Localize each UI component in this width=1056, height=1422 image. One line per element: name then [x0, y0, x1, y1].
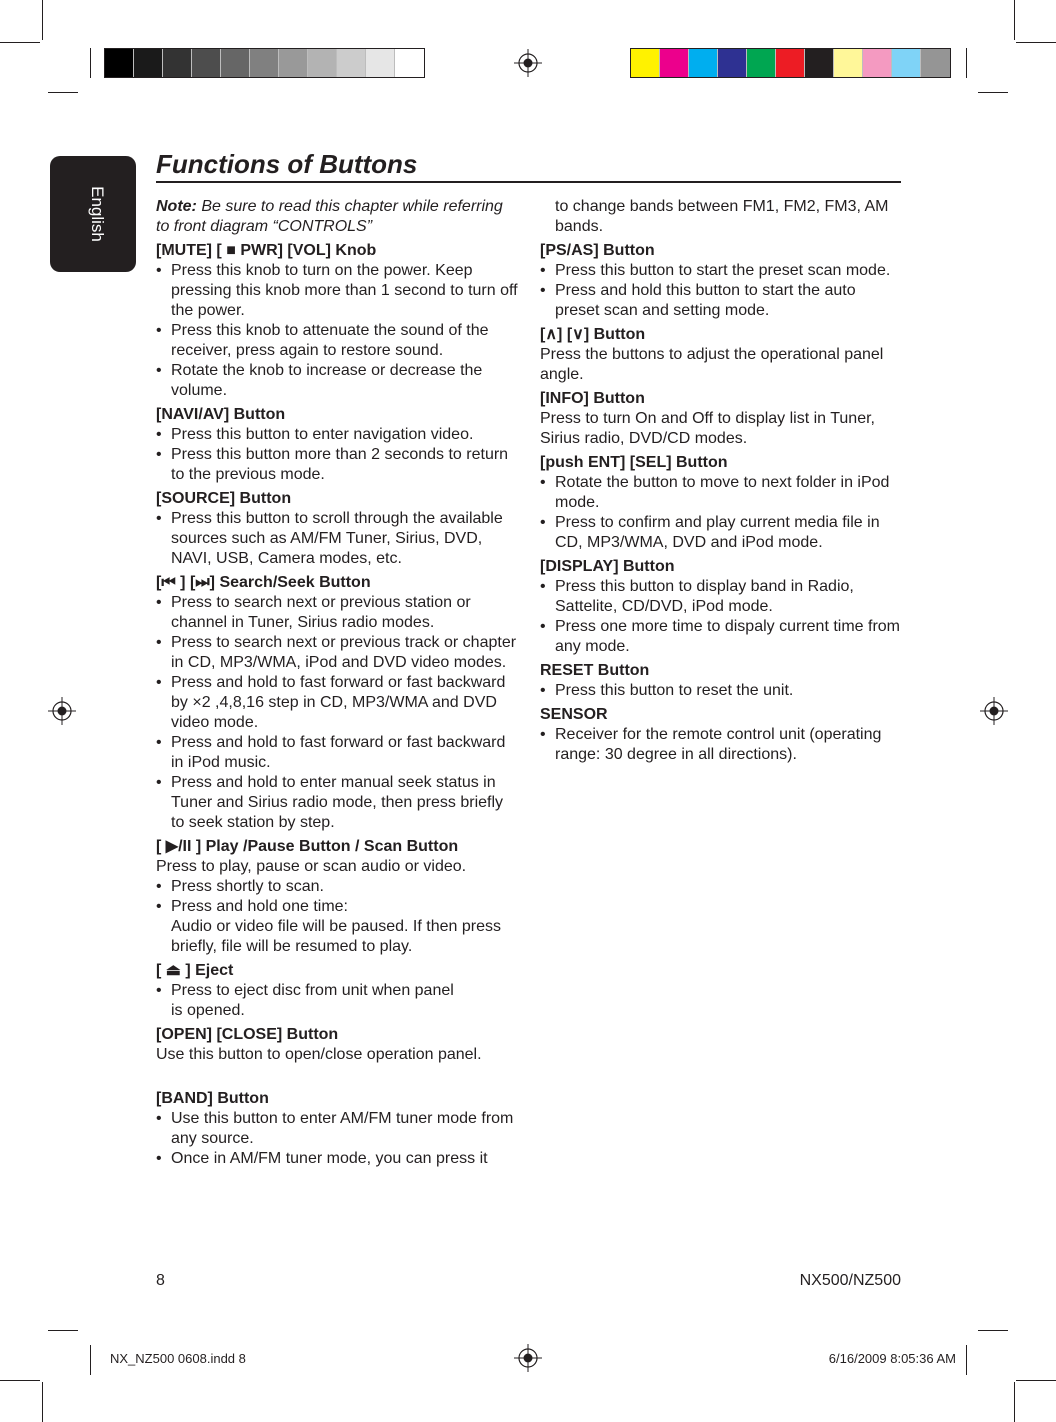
- color-swatch: [834, 49, 863, 77]
- bullet-item: • Press this button to enter navigation video.: [156, 425, 518, 445]
- left-column: [156, 197, 518, 1169]
- color-swatch: [163, 49, 192, 77]
- color-swatch: [221, 49, 250, 77]
- crop-mark: [42, 0, 43, 40]
- language-tab-label: English: [88, 186, 107, 242]
- section-heading: [OPEN] [CLOSE] Button: [156, 1026, 339, 1043]
- paragraph: Press to turn On and Off to display list in Tuner, Sirius radio, DVD/CD modes.: [540, 410, 875, 447]
- crop-mark: [42, 1382, 43, 1422]
- bullet-continuation: is opened.: [171, 1002, 245, 1019]
- section-heading: [ ⏏ ] Eject: [156, 962, 234, 979]
- color-swatch: [718, 49, 747, 77]
- crop-mark: [48, 92, 78, 93]
- crop-mark: [978, 1330, 1008, 1331]
- slug-filename: NX_NZ500 0608.indd 8: [110, 1351, 246, 1366]
- color-swatch: [366, 49, 395, 77]
- crop-mark: [1014, 0, 1015, 40]
- color-bar: [630, 48, 951, 78]
- registration-mark-icon: [514, 1344, 542, 1372]
- registration-mark-icon: [980, 697, 1008, 725]
- bullet-item: • Press to confirm and play current media file in CD, MP3/WMA, DVD and iPod mode.: [540, 513, 902, 553]
- bullet-item: • Press to search next or previous track or chapter in CD, MP3/WMA, iPod and DVD video modes.: [156, 633, 518, 673]
- crop-mark: [1014, 1382, 1015, 1422]
- bullet-item: • Press shortly to scan.: [156, 877, 518, 897]
- section-heading: SENSOR: [540, 706, 608, 723]
- color-swatch: [134, 49, 163, 77]
- slug-timestamp: 6/16/2009 8:05:36 AM: [828, 1351, 956, 1366]
- registration-mark-icon: [48, 697, 76, 725]
- page-title: Functions of Buttons: [156, 149, 418, 179]
- color-swatch: [776, 49, 805, 77]
- section-heading: RESET Button: [540, 662, 650, 679]
- bullet-item: • Press this button to reset the unit.: [540, 681, 902, 701]
- model-name: NX500/NZ500: [799, 1272, 901, 1289]
- crop-mark: [1016, 42, 1056, 43]
- section-heading: [NAVI/AV] Button: [156, 406, 286, 423]
- bullet-item: • Press and hold to fast forward or fast backward in iPod music.: [156, 733, 518, 773]
- bullet-item: • Press and hold to fast forward or fast backward by ×2 ,4,8,16 step in CD, MP3/WMA and DVD video mode.: [156, 673, 518, 733]
- section-heading: [MUTE] [ ■ PWR] [VOL] Knob: [156, 242, 377, 259]
- color-swatch: [892, 49, 921, 77]
- section-heading: [∧] [∨] Button: [540, 326, 646, 343]
- section-heading: [INFO] Button: [540, 390, 645, 407]
- color-swatch: [250, 49, 279, 77]
- color-swatch: [395, 49, 424, 77]
- bullet-item: • Receiver for the remote control unit (operating range: 30 degree in all directions).: [540, 725, 902, 765]
- bullet-item: • Press to eject disc from unit when panel: [156, 981, 518, 1001]
- bullet-item: • Press this button to start the preset scan mode.: [540, 261, 902, 281]
- color-swatch: [308, 49, 337, 77]
- color-swatch: [631, 49, 660, 77]
- bullet-item: • Rotate the button to move to next folder in iPod mode.: [540, 473, 902, 513]
- bullet-item: • Press this button to display band in Radio, Sattelite, CD/DVD, iPod mode.: [540, 577, 902, 617]
- bullet-item: • Press this knob to attenuate the sound of the receiver, press again to restore sound.: [156, 321, 518, 361]
- bullet-item: • Press and hold to enter manual seek status in Tuner and Sirius radio mode, then press briefly to seek station by step.: [156, 773, 518, 833]
- color-swatch: [105, 49, 134, 77]
- note: [156, 197, 518, 237]
- crop-mark: [90, 1345, 91, 1375]
- color-swatch: [689, 49, 718, 77]
- bullet-item: • Use this button to enter AM/FM tuner mode from any source.: [156, 1109, 518, 1149]
- bullet-continuation: Audio or video file will be paused. If then press briefly, file will be resumed to play.: [171, 918, 501, 955]
- paragraph: Press to play, pause or scan audio or video.: [156, 858, 467, 875]
- crop-mark: [90, 48, 91, 78]
- crop-mark: [966, 1345, 967, 1375]
- grayscale-bar: [104, 48, 425, 78]
- note-label: Note:: [156, 198, 197, 215]
- color-swatch: [805, 49, 834, 77]
- color-swatch: [747, 49, 776, 77]
- bullet-item: • Press this knob to turn on the power. Keep pressing this knob more than 1 second to turn off the power.: [156, 261, 518, 321]
- registration-mark-icon: [514, 49, 542, 77]
- section-heading: [SOURCE] Button: [156, 490, 292, 507]
- color-swatch: [921, 49, 950, 77]
- color-swatch: [192, 49, 221, 77]
- section-heading: [⏮ ] [⏭] Search/Seek Button: [156, 574, 371, 591]
- section-heading: [BAND] Button: [156, 1090, 269, 1107]
- section-heading: [ ▶/II ] Play /Pause Button / Scan Button: [156, 838, 459, 855]
- note-text: Be sure to read this chapter while referring to front diagram “CONTROLS”: [156, 198, 503, 235]
- bullet-item: • Press and hold this button to start the auto preset scan and setting mode.: [540, 281, 902, 321]
- bullet-item: • Press and hold one time:: [156, 897, 518, 917]
- crop-mark: [48, 1330, 78, 1331]
- bullet-continuation: to change bands between FM1, FM2, FM3, AM bands.: [555, 198, 889, 235]
- bullet-item: • Rotate the knob to increase or decrease the volume.: [156, 361, 518, 401]
- page-number: 8: [156, 1272, 165, 1289]
- crop-mark: [0, 42, 40, 43]
- crop-mark: [1016, 1380, 1056, 1381]
- section-heading: [PS/AS] Button: [540, 242, 655, 259]
- crop-mark: [978, 92, 1008, 93]
- bullet-item: • Press this button more than 2 seconds to return to the previous mode.: [156, 445, 518, 485]
- section-heading: [push ENT] [SEL] Button: [540, 454, 728, 471]
- color-swatch: [337, 49, 366, 77]
- paragraph: Press the buttons to adjust the operational panel angle.: [540, 346, 884, 383]
- section-heading: [DISPLAY] Button: [540, 558, 675, 575]
- right-column: [540, 197, 902, 765]
- color-swatch: [660, 49, 689, 77]
- crop-mark: [0, 1380, 40, 1381]
- title-rule: [156, 181, 901, 183]
- bullet-item: • Press one more time to dispaly current time from any mode.: [540, 617, 902, 657]
- bullet-item: • Once in AM/FM tuner mode, you can press it: [156, 1149, 518, 1169]
- color-swatch: [863, 49, 892, 77]
- bullet-item: • Press to search next or previous station or channel in Tuner, Sirius radio modes.: [156, 593, 518, 633]
- paragraph: Use this button to open/close operation panel.: [156, 1046, 482, 1063]
- bullet-item: • Press this button to scroll through the available sources such as AM/FM Tuner, Sirius, DVD, NAVI, USB, Camera modes, etc.: [156, 509, 518, 569]
- crop-mark: [966, 48, 967, 78]
- color-swatch: [279, 49, 308, 77]
